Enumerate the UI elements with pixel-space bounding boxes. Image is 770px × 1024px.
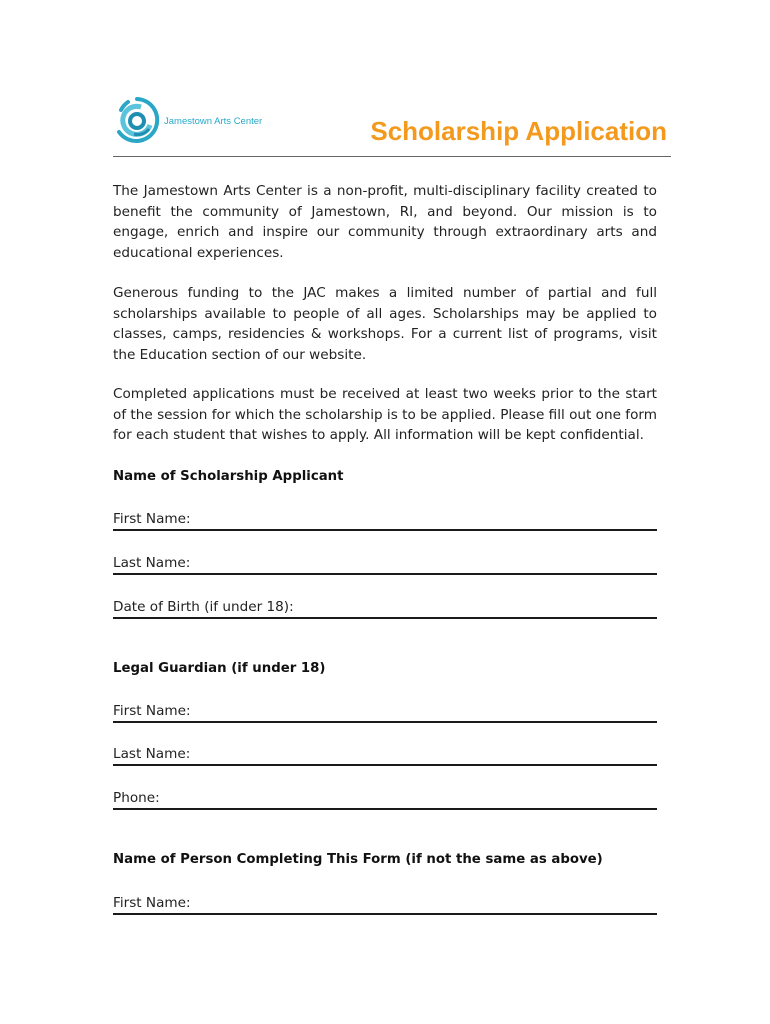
applicant-date-of-birth-input[interactable]	[113, 595, 657, 617]
guardian-last-name-field	[113, 742, 657, 766]
intro-paragraph-funding: Generous funding to the JAC makes a limited number of partial and full scholarships available to people of all ages. Scholarships may be applied to classes, camps, residencies & workshops. For a current list of programs, visit the Education section of our website.	[113, 285, 657, 363]
guardian-first-name-input[interactable]	[113, 699, 657, 721]
guardian-phone-input[interactable]	[113, 786, 657, 808]
logo-text: Jamestown Arts Center	[164, 116, 263, 127]
field-label: First Name:	[113, 895, 191, 911]
title-divider	[113, 156, 671, 157]
guardian-section-heading: Legal Guardian (if under 18)	[113, 661, 326, 676]
guardian-phone-field	[113, 786, 657, 810]
page-title: Scholarship Application	[370, 116, 667, 146]
field-label: First Name:	[113, 511, 191, 527]
applicant-last-name-input[interactable]	[113, 551, 657, 573]
field-label: Last Name:	[113, 746, 191, 762]
intro-paragraph-deadline: Completed applications must be received at least two weeks prior to the start of the session for which the scholarship is to be applied. Please fill out one form for each student that wishes to apply. All information will be kept confidential.	[113, 386, 657, 443]
field-label: Phone:	[113, 790, 160, 806]
applicant-date-of-birth-field	[113, 595, 657, 619]
guardian-last-name-input[interactable]	[113, 742, 657, 764]
guardian-first-name-field	[113, 699, 657, 723]
completer-section-heading: Name of Person Completing This Form (if not the same as above)	[113, 852, 603, 867]
field-label: First Name:	[113, 703, 191, 719]
applicant-section-heading: Name of Scholarship Applicant	[113, 469, 344, 484]
intro-paragraph-mission: The Jamestown Arts Center is a non-profit, multi-disciplinary facility created to benefit the community of Jamestown, RI, and beyond. Our mission is to engage, enrich and inspire our community through extraordinary arts and educational experiences.	[113, 183, 657, 261]
applicant-last-name-field	[113, 551, 657, 575]
jamestown-arts-center-logo	[113, 94, 273, 150]
completer-first-name-field	[113, 891, 657, 915]
applicant-first-name-input[interactable]	[113, 507, 657, 529]
completer-first-name-input[interactable]	[113, 891, 657, 913]
field-label: Date of Birth (if under 18):	[113, 599, 294, 615]
field-label: Last Name:	[113, 555, 191, 571]
applicant-first-name-field	[113, 507, 657, 531]
logo-circle-icon	[113, 94, 161, 150]
